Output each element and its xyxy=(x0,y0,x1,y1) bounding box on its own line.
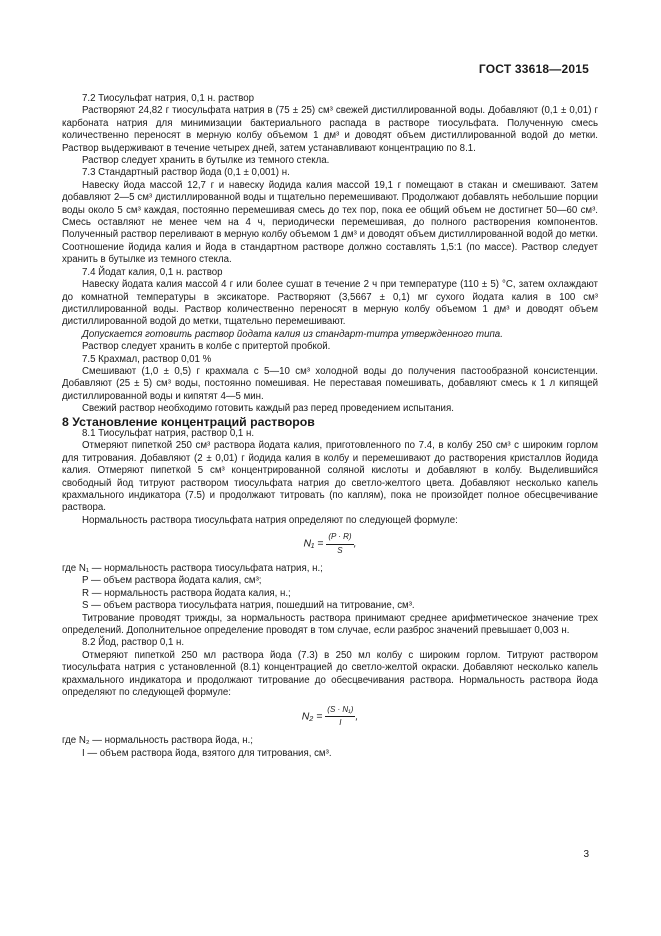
document-body xyxy=(62,93,598,760)
formula-fraction xyxy=(326,531,353,557)
paragraph: Отмеряют пипеткой 250 мл раствора йода (7.3) в 250 мл колбу с широким горлом. Титруют раствором тиосульфата натрия с установленной (8.1) концентрацией до светло-желтой окраски. Добавляют несколько капель крахмального индикатора и продолжают титрование до обесцвечивания раствора. Нормальность раствора йода определяют по следующей формуле: xyxy=(62,649,598,699)
paragraph: Титрование проводят трижды, за нормальность раствора принимают среднее арифметическое значение трех определений. Дополнительное определение проводят в том случае, если разброс значений превышает 0,003 н. xyxy=(62,612,598,637)
definition-line: P — объем раствора йодата калия, см³; xyxy=(82,575,262,587)
note-paragraph: Допускается готовить раствор йодата калия из стандарт-титра утвержденного типа. xyxy=(82,328,503,340)
formula-numerator: (S · N₁) xyxy=(325,704,355,717)
paragraph: Навеску йода массой 12,7 г и навеску йодида калия массой 19,1 г помещают в стакан и смешивают. Затем добавляют 2—5 см³ дистиллированной воды и тщательно перемешивают. Продолжают добавлять небольшие порции воды около 5 см³ каждая, постоянно перемешивая смесь до тех пор, пока ее общий объем не достигнет 50—60 см³. Смесь оставляют не менее чем на 4 ч, периодически перемешивая, до полного растворения компонентов. Полученный раствор переливают в мерную колбу объемом 1 дм³ и доводят объем дистиллированной водой до метки. Соотношение йодида калия и йода в стандартном растворе должно составлять 1,5:1 (по массе). Раствор следует хранить в бутылке из темного стекла. xyxy=(62,179,598,266)
page-number: 3 xyxy=(583,849,589,860)
section-heading: 8 Установление концентраций растворов xyxy=(62,414,315,429)
definition-line: S — объем раствора тиосульфата натрия, пошедший на титрование, см³. xyxy=(82,600,415,612)
paragraph: Раствор следует хранить в бутылке из темного стекла. xyxy=(82,155,330,167)
definition-line: R — нормальность раствора йодата калия, н.; xyxy=(82,587,291,599)
definition-line: где N₁ — нормальность раствора тиосульфата натрия, н.; xyxy=(62,563,323,575)
paragraph: Смешивают (1,0 ± 0,5) г крахмала с 5—10 см³ холодной воды до получения пастообразной консистенции. Добавляют (25 ± 5) см³ воды, постоянно помешивая. Не переставая помешивать, добавляют смесь к 1 л кипящей дистиллированной воды и кипятят 4—5 мин. xyxy=(62,365,598,402)
formula-n2 xyxy=(62,704,598,730)
paragraph: Навеску йодата калия массой 4 г или более сушат в течение 2 ч при температуре (110 ± 5) °C, затем охлаждают до комнатной температуры в эксикаторе. Растворяют (3,5667 ± 0,1) мг сухого йодата калия в 100 см³ дистиллированной воды. Раствор количественно переносят в мерную колбу объемом 1 дм³ и доводят объем дистиллированной водой до метки, тщательно перемешивают. xyxy=(62,279,598,328)
subsection-heading: 7.2 Тиосульфат натрия, 0,1 н. раствор xyxy=(82,93,255,104)
paragraph: Нормальность раствора тиосульфата натрия определяют по следующей формуле: xyxy=(82,514,458,526)
formula-denominator: I xyxy=(339,717,342,727)
formula-denominator: S xyxy=(337,545,343,555)
subsection-heading: 8.2 Йод, раствор 0,1 н. xyxy=(82,637,185,649)
paragraph: Свежий раствор необходимо готовить каждый раз перед проведением испытания. xyxy=(82,403,454,415)
formula-fraction xyxy=(325,704,355,730)
formula-tail: , xyxy=(355,710,359,723)
paragraph: Растворяют 24,82 г тиосульфата натрия в (75 ± 25) см³ свежей дистиллированной воды. Добавляют (0,1 ± 0,01) г карбоната натрия для минимизации бактериального распада в растворе тиосульфата. Полученную смесь количественно переносят в мерную колбу объемом 1 дм³ и доводят объем дистиллированной водой до метки. Раствор выдерживают в течение четырех дней, затем устанавливают концентрацию по 8.1. xyxy=(62,105,598,154)
formula-numerator: (P · R) xyxy=(326,531,353,544)
page-header: ГОСТ 33618—2015 xyxy=(478,62,589,76)
subsection-heading: 8.1 Тиосульфат натрия, раствор 0,1 н. xyxy=(82,427,255,439)
formula-lhs: N₁ = xyxy=(303,537,324,550)
definition-line: I — объем раствора йода, взятого для титрования, см³. xyxy=(82,747,332,759)
definition-line: где N₂ — нормальность раствора йода, н.; xyxy=(62,735,253,747)
paragraph: Отмеряют пипеткой 250 см³ раствора йодата калия, приготовленного по 7.4, в колбу 250 см³ с широким горлом для титрования. Добавляют (2 ± 0,01) г йодида калия в колбу и перемешивают до растворения кристаллов йодида калия. Отмеряют пипеткой 5 см³ концентрированной соляной кислоты и добавляют в колбу. Выделившийся свободный йод титруют раствором тиосульфата натрия до светло-желтого цвета. Добавляют несколько капель крахмального индикатора (7.5) и продолжают титровать (по каплям), пока не произойдет полное обесцвечивание раствора. xyxy=(62,440,598,514)
formula-tail: , xyxy=(353,537,357,550)
subsection-heading: 7.5 Крахмал, раствор 0,01 % xyxy=(82,353,212,365)
formula-n1 xyxy=(62,531,598,557)
paragraph: Раствор следует хранить в колбе с притертой пробкой. xyxy=(82,341,331,353)
formula-lhs: N₂ = xyxy=(301,710,323,723)
subsection-heading: 7.3 Стандартный раствор йода (0,1 ± 0,001) н. xyxy=(82,167,290,179)
subsection-heading: 7.4 Йодат калия, 0,1 н. раствор xyxy=(82,266,223,278)
